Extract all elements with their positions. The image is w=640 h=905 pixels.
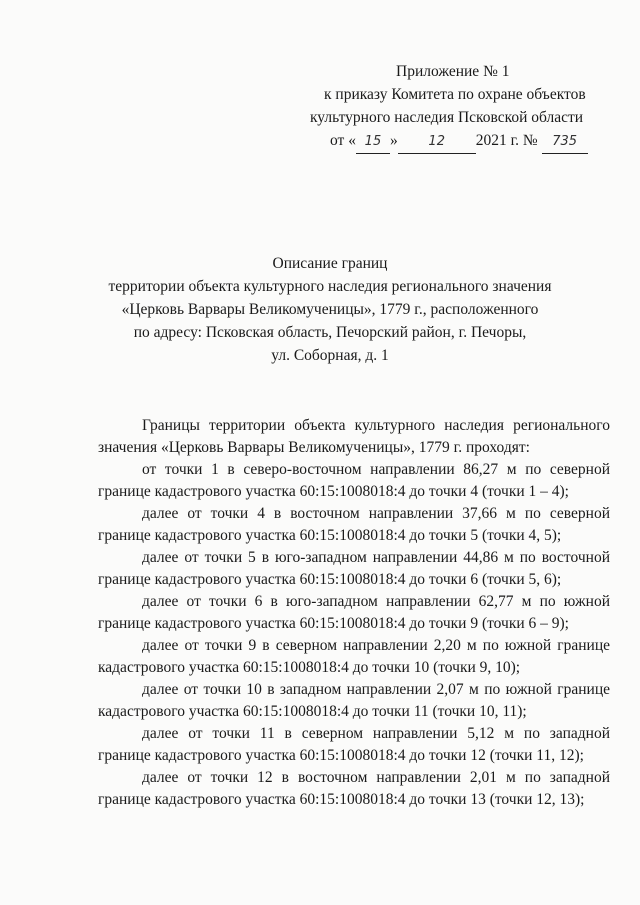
boundary-paragraph [98,767,610,811]
paragraph-line: далее от точки 6 в юго-западном направлении 62,77 м по южной [142,593,610,610]
paragraph-line: границе кадастрового участка 60:15:1008018:4 до точки 4 (точки 1 – 4); [98,483,569,500]
boundary-paragraph [98,459,610,503]
appendix-date-line [300,129,620,154]
paragraph-line: границе кадастрового участка 60:15:1008018:4 до точки 6 (точки 5, 6); [98,571,562,588]
appendix-order-ref: к приказу Комитета по охране объектов [324,86,586,103]
title-line-4: по адресу: Псковская область, Печорский район, г. Печоры, [133,324,527,341]
appendix-header [300,60,620,154]
document-body [98,415,610,811]
paragraph-line: от точки 1 в северо-восточном направлении 86,27 м по северной [142,461,610,478]
paragraph-line: границе кадастрового участка 60:15:1008018:4 до точки 12 (точки 11, 12); [98,747,584,764]
boundary-paragraph [98,723,610,767]
paragraph-line: значения «Церковь Варвары Великомученицы», 1779 г. проходят: [98,439,530,456]
boundary-paragraph [98,635,610,679]
boundary-paragraph [98,547,610,591]
intro-paragraph [98,415,610,459]
title-line-2: территории объекта культурного наследия регионального значения [108,278,552,295]
boundary-paragraph [98,679,610,723]
appendix-committee: культурного наследия Псковской области [310,109,584,126]
appendix-number: Приложение № 1 [396,63,510,80]
paragraph-line: далее от точки 9 в северном направлении 2,20 м по южной границе [142,637,610,654]
year-text: 2021 г. № [475,132,538,149]
title-line-5: ул. Соборная, д. 1 [271,347,389,364]
paragraph-line: границе кадастрового участка 60:15:1008018:4 до точки 9 (точки 6 – 9); [98,615,569,632]
paragraph-line: кадастрового участка 60:15:1008018:4 до точки 10 (точки 9, 10); [98,659,521,676]
paragraph-line: кадастрового участка 60:15:1008018:4 до точки 11 (точки 10, 11); [98,703,527,720]
title-line-3: «Церковь Варвары Великомученицы», 1779 г., расположенного [121,301,539,318]
paragraph-line: границе кадастрового участка 60:15:1008018:4 до точки 13 (точки 12, 13); [98,791,585,808]
paragraph-line: далее от точки 10 в западном направлении 2,07 м по южной границе [142,681,610,698]
paragraph-line: далее от точки 12 в восточном направлении 2,01 м по западной [142,769,610,786]
boundary-paragraph [98,591,610,635]
handwritten-month: 12 [398,130,476,154]
title-line-1: Описание границ [272,255,388,272]
paragraph-line: далее от точки 11 в северном направлении 5,12 м по западной [142,725,610,742]
paragraph-line: границе кадастрового участка 60:15:1008018:4 до точки 5 (точки 4, 5); [98,527,562,544]
paragraph-line: Границы территории объекта культурного наследия регионального [142,417,610,434]
paragraph-line: далее от точки 4 в восточном направлении 37,66 м по северной [142,505,610,522]
boundary-paragraph [98,503,610,547]
handwritten-order-number: 735 [542,130,588,154]
date-prefix: от « [330,132,356,149]
handwritten-day: 15 [356,130,390,154]
paragraph-line: далее от точки 5 в юго-западном направлении 44,86 м по восточной [142,549,610,566]
date-mid: » [389,132,398,149]
document-title [60,252,600,367]
